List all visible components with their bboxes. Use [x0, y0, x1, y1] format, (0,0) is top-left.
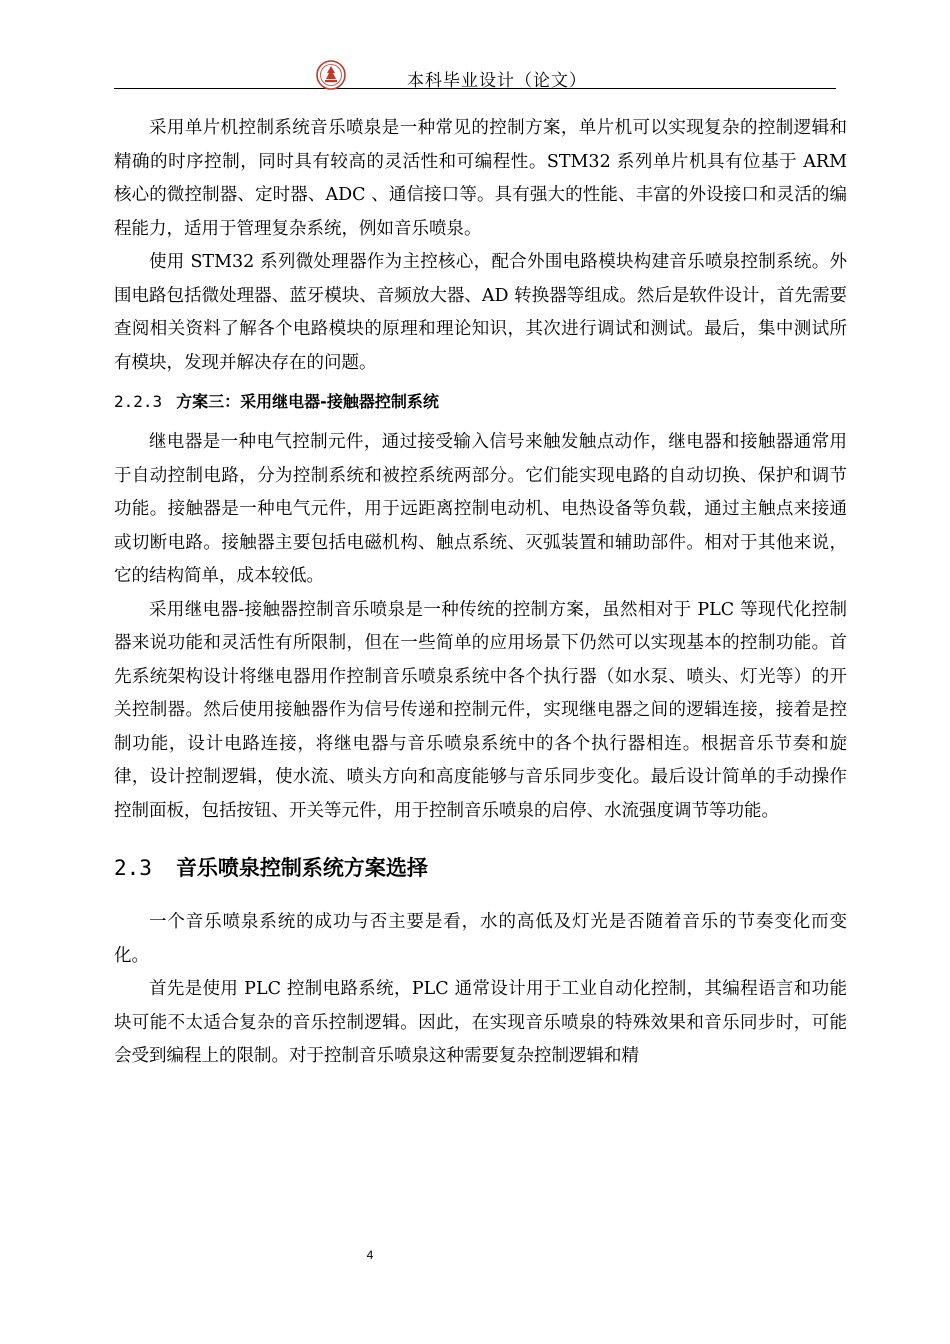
body-paragraph: 使用 STM32 系列微处理器作为主控核心，配合外围电路模块构建音乐喷泉控制系统。外围电路包括微处理器、蓝牙模块、音频放大器、AD 转换器等组成。然后是软件设计，首先需要查阅相关资料了解各个电路模块的原理和理论知识，其次进行调试和测试。最后，集中测试所有模块，发现并解决存在的问题。 — [114, 252, 847, 373]
body-paragraph: 采用继电器-接触器控制音乐喷泉是一种传统的控制方案，虽然相对于 PLC 等现代化控制器来说功能和灵活性有所限制，但在一些简单的应用场景下仍然可以实现基本的控制功能。首先系统架构设计将继电器用作控制音乐喷泉系统中各个执行器（如水泵、喷头、灯光等）的开关控制器。然后使用接触器作为信号传递和控制元件，实现继电器之间的逻辑连接，接着是控制功能，设计电路连接，将继电器与音乐喷泉系统中的各个执行器相连。根据音乐节奏和旋律，设计控制逻辑，使水流、喷头方向和高度能够与音乐同步变化。最后设计简单的手动操作控制面板，包括按钮、开关等元件，用于控制音乐喷泉的启停、水流强度调节等功能。 — [114, 599, 847, 821]
page-body — [114, 112, 847, 1074]
section-number: 2.3 — [114, 856, 152, 880]
header-title: 本科毕业设计（论文） — [407, 71, 587, 91]
section-heading-2-2-3 — [114, 386, 847, 418]
body-paragraph: 首先是使用 PLC 控制电路系统，PLC 通常设计用于工业自动化控制，其编程语言和功能块可能不太适合复杂的音乐控制逻辑。因此，在实现音乐喷泉的特殊效果和音乐同步时，可能会受到编程上的限制。对于控制音乐喷泉这种需要复杂控制逻辑和精 — [114, 979, 847, 1066]
body-paragraph: 一个音乐喷泉系统的成功与否主要是看，水的高低及灯光是否随着音乐的节奏变化而变化。 — [114, 912, 847, 966]
page-header — [114, 58, 836, 89]
section-title: 音乐喷泉控制系统方案选择 — [175, 856, 428, 880]
body-paragraph: 继电器是一种电气控制元件，通过接受输入信号来触发触点动作，继电器和接触器通常用于自动控制电路，分为控制系统和被控系统两部分。它们能实现电路的自动切换、保护和调节功能。接触器是一种电气元件，用于远距离控制电动机、电热设备等负载，通过主触点来接通或切断电路。接触器主要包括电磁机构、触点系统、灭弧装置和辅助部件。相对于其他来说，它的结构简单，成本较低。 — [114, 432, 847, 586]
section-number: 2.2.3 — [114, 392, 163, 411]
body-paragraph: 采用单片机控制系统音乐喷泉是一种常见的控制方案，单片机可以实现复杂的控制逻辑和精确的时序控制，同时具有较高的灵活性和可编程性。STM32 系列单片机具有位基于 ARM 核心的微控制器、定时器、ADC 、通信接口等。具有强大的性能、丰富的外设接口和灵活的编程能力，适用于管理复杂系统，例如音乐喷泉。 — [114, 118, 847, 239]
section-heading-2-3 — [114, 848, 847, 888]
section-title: 方案三：采用继电器-接触器控制系统 — [176, 392, 439, 411]
page-number: 4 — [366, 1248, 374, 1262]
